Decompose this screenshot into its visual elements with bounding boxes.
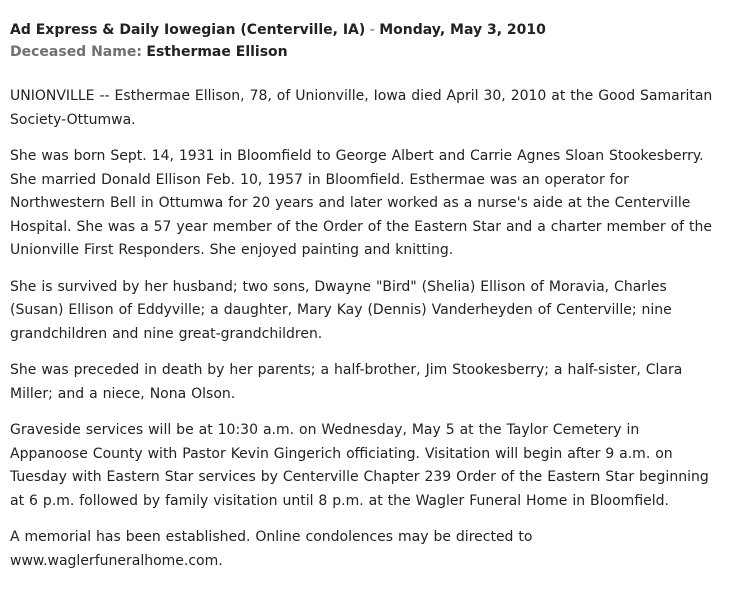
- publication-date: Monday, May 3, 2010: [379, 22, 546, 38]
- obituary-paragraph: She was preceded in death by her parents; a half-brother, Jim Stookesberry; a half-sister, Clara Miller; and a niece, Nona Olson.: [10, 362, 683, 402]
- obituary-paragraph: Graveside services will be at 10:30 a.m. on Wednesday, May 5 at the Taylor Cemetery in Appanoose County with Pastor Kevin Gingerich officiating. Visitation will begin after 9 a.m. on Tuesday with Eastern Star services by Centerville Chapter 239 Order of the Eastern Star beginning at 6 p.m. followed by family visitation until 8 p.m. at the Wagler Funeral Home in Bloomfield.: [10, 422, 709, 509]
- obituary-paragraph: She was born Sept. 14, 1931 in Bloomfield to George Albert and Carrie Agnes Sloan Stookesberry. She married Donald Ellison Feb. 10, 1957 in Bloomfield. Esthermae was an operator for Northwestern Bell in Ottumwa for 20 years and later worked as a nurse's aide at the Centerville Hospital. She was a 57 year member of the Order of the Eastern Star and a charter member of the Unionville First Responders. She enjoyed painting and knitting.: [10, 148, 713, 258]
- header-separator: -: [365, 22, 380, 38]
- obituary-paragraph: She is survived by her husband; two sons, Dwayne "Bird" (Shelia) Ellison of Moravia, Charles (Susan) Ellison of Eddyville; a daughter, Mary Kay (Dennis) Vanderheyden of Centerville; nine grandchildren and nine great-grandchildren.: [10, 278, 672, 342]
- publication-name: Ad Express & Daily Iowegian (Centerville, IA): [10, 22, 366, 38]
- obituary-paragraph: A memorial has been established. Online condolences may be directed to www.waglerfuneralhome.com.: [10, 529, 533, 569]
- deceased-name: Esthermae Ellison: [146, 44, 288, 60]
- obituary-body: [10, 85, 722, 573]
- source-header: [10, 19, 722, 41]
- obituary-paragraph: UNIONVILLE -- Esthermae Ellison, 78, of Unionville, Iowa died April 30, 2010 at the Good Samaritan Society-Ottumwa.: [10, 88, 713, 128]
- deceased-header: [10, 41, 722, 63]
- deceased-label: Deceased Name:: [10, 44, 142, 60]
